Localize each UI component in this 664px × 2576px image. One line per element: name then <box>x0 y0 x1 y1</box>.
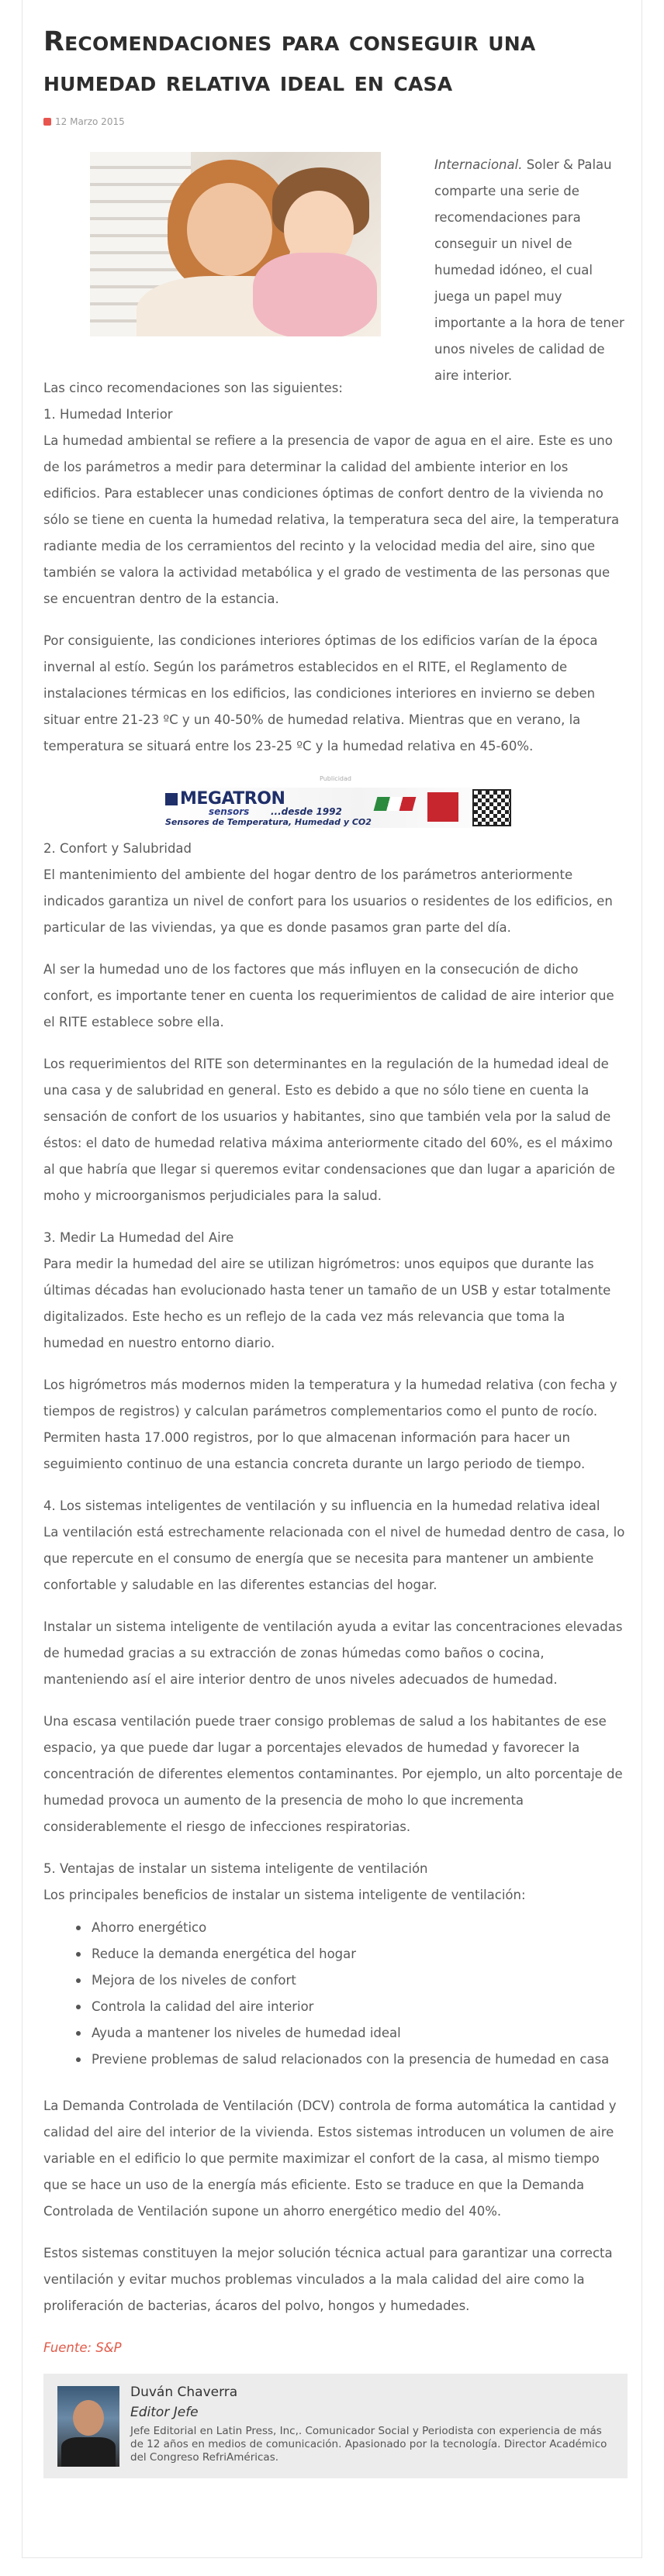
intro-source: Internacional. <box>434 157 523 172</box>
source-link[interactable]: S&P <box>95 2340 122 2355</box>
calendar-icon <box>43 118 51 126</box>
ad-since: ...desde 1992 <box>271 806 342 817</box>
benefits-list <box>43 1915 628 2073</box>
author-name[interactable]: Duván Chaverra <box>130 2385 238 2400</box>
intro-text <box>434 152 628 389</box>
author-box <box>43 2374 628 2478</box>
author-bio: Jefe Editorial en Latin Press, Inc,. Comunicador Social y Periodista con experiencia de más de 12 años en medios de comunicación. Apasionado por la tecnología. Director Académico del Congreso RefriAméricas. <box>130 2425 607 2464</box>
list-item: Mejora de los niveles de confort <box>92 1967 628 1994</box>
paragraph: La Demanda Controlada de Ventilación (DCV) controla de forma automática la cantidad y calidad del aire del interior de la vivienda. Estos sistemas introducen un volumen de aire variable en el edificio lo que permite maximizar el confort de la casa, al mismo tiempo que se hace un uso de la energía más eficiente. Esto se traduce en que la Demanda Controlada de Ventilación supone un ahorro energético medio del 40%. <box>43 2098 617 2219</box>
ad-tagline: Sensores de Temperatura, Humedad y CO2 <box>165 817 372 827</box>
paragraph: La ventilación está estrechamente relacionada con el nivel de humedad dentro de casa, lo que repercute en el consumo de energía que se necesita para mantener un ambiente confortable y saludable en las diferentes estancias del hogar. <box>43 1525 625 1592</box>
article-image <box>90 152 381 336</box>
source-label: Fuente: <box>43 2340 96 2355</box>
paragraph: Una escasa ventilación puede traer consigo problemas de salud a los habitantes de ese espacio, ya que puede dar lugar a porcentajes elevados de humedad y favorecer la concentración de diferentes elementos contaminantes. Por ejemplo, un alto porcentaje de humedad provoca un aumento de la presencia de moho lo que incrementa considerablemente el riesgo de infecciones respiratorias. <box>43 1714 623 1834</box>
qr-code-icon <box>472 789 511 826</box>
source-line <box>43 2335 628 2361</box>
megatron-logo-icon <box>165 793 178 805</box>
advertisement <box>43 775 628 829</box>
date-text: 12 Marzo 2015 <box>55 116 125 127</box>
ad-brand: MEGATRON <box>165 789 285 809</box>
section-4-title: 4. Los sistemas inteligentes de ventilación y su influencia en la humedad relativa ideal <box>43 1498 600 1513</box>
section-5-title: 5. Ventajas de instalar un sistema inteligente de ventilación <box>43 1861 428 1876</box>
ad-label: Publicidad <box>320 775 351 782</box>
section-3-title: 3. Medir La Humedad del Aire <box>43 1230 234 1245</box>
list-item: Ahorro energético <box>92 1915 628 1941</box>
intro-body: Soler & Palau comparte una serie de recomendaciones para conseguir un nivel de humedad idóneo, el cual juega un papel muy importante a la hora de tener unos niveles de calidad de aire interior. <box>434 157 624 383</box>
author-avatar <box>57 2386 119 2467</box>
paragraph: Los higrómetros más modernos miden la temperatura y la humedad relativa (con fecha y tiempos de registros) y calculan parámetros complementarios como el punto de rocío. Permiten hasta 17.000 registros, por lo que almacenan información para hacer un seguimiento continuo de una estancia concreta durante un largo periodo de tiempo. <box>43 1378 617 1471</box>
section-2-title: 2. Confort y Salubridad <box>43 841 192 856</box>
paragraph: Por consiguiente, las condiciones interiores óptimas de los edificios varían de la época invernal al estío. Según los parámetros establecidos en el RITE, el Reglamento de instalaciones térmicas en los edificios, las condiciones interiores en invierno se deben situar entre 21-23 ºC y un 40-50% de humedad relativa. Mientras que en verano, la temperatura se situará entre los 23-25 ºC y la humedad relativa en 45-60%. <box>43 633 598 753</box>
paragraph: Estos sistemas constituyen la mejor solución técnica actual para garantizar una correcta ventilación y evitar muchos problemas vinculados a la mala calidad del aire como la proliferación de bacterias, ácaros del polvo, hongos y humedades. <box>43 2246 613 2313</box>
ad-banner[interactable] <box>162 788 519 828</box>
flag-icon <box>374 797 417 811</box>
paragraph: Al ser la humedad uno de los factores que más influyen en la consecución de dicho confort, es importante tener en cuenta los requerimientos de calidad de aire interior que el RITE establece sobre ella. <box>43 962 614 1029</box>
ad-sensors: sensors <box>209 806 250 817</box>
paragraph: La humedad ambiental se refiere a la presencia de vapor de agua en el aire. Este es uno de los parámetros a medir para determinar la calidad del ambiente interior en los edificios. Para establecer unas condiciones óptimas de confort dentro de la vivienda no sólo se tiene en cuenta la humedad relativa, la temperatura seca del aire, la temperatura radiante media de los cerramientos del recinto y la velocidad media del aire, sino que también se valora la actividad metabólica y el grado de vestimenta de las personas que se encuentran dentro de la estancia. <box>43 433 620 606</box>
article-content <box>43 22 628 2478</box>
list-item: Ayuda a mantener los niveles de humedad ideal <box>92 2020 628 2047</box>
author-role: Editor Jefe <box>130 2405 199 2420</box>
list-item: Controla la calidad del aire interior <box>92 1994 628 2020</box>
intro-block <box>43 152 628 383</box>
list-item: Previene problemas de salud relacionados con la presencia de humedad en casa <box>92 2047 628 2073</box>
list-item: Reduce la demanda energética del hogar <box>92 1941 628 1967</box>
paragraph: Los requerimientos del RITE son determinantes en la regulación de la humedad ideal de una casa y de salubridad en general. Esto es debido a que no sólo tiene en cuenta la sensación de confort de los usuarios y habitantes, sino que también vela por la salud de éstos: el dato de humedad relativa máxima anteriormente citado del 60%, es el máximo al que habría que llegar si queremos evitar condensaciones que dan lugar a aparición de moho y microorganismos perjudiciales para la salud. <box>43 1057 615 1203</box>
paragraph: El mantenimiento del ambiente del hogar dentro de los parámetros anteriormente indicados garantiza un nivel de confort para los usuarios o residentes de los edificios, en particular de las viviendas, ya que es donde pasamos gran parte del día. <box>43 867 613 935</box>
article-date <box>43 116 628 132</box>
lead-text: Las cinco recomendaciones son las siguientes: <box>43 381 343 395</box>
seal-icon <box>427 792 458 822</box>
article-title[interactable]: Recomendaciones para conseguir una humedad relativa ideal en casa <box>43 26 536 98</box>
section-1-title: 1. Humedad Interior <box>43 407 173 422</box>
paragraph: Para medir la humedad del aire se utilizan higrómetros: unos equipos que durante las últimas décadas han evolucionado hasta tener un tamaño de un USB y estar totalmente digitalizados. Este hecho es un reflejo de la cada vez más relevancia que toma la humedad en nuestro entorno diario. <box>43 1257 611 1350</box>
section-5-lead: Los principales beneficios de instalar un sistema inteligente de ventilación: <box>43 1888 526 1902</box>
paragraph: Instalar un sistema inteligente de ventilación ayuda a evitar las concentraciones elevadas de humedad gracias a su extracción de zonas húmedas como baños o cocina, manteniendo así el aire interior dentro de unos niveles adecuados de humedad. <box>43 1619 623 1687</box>
article-card <box>22 0 642 2558</box>
